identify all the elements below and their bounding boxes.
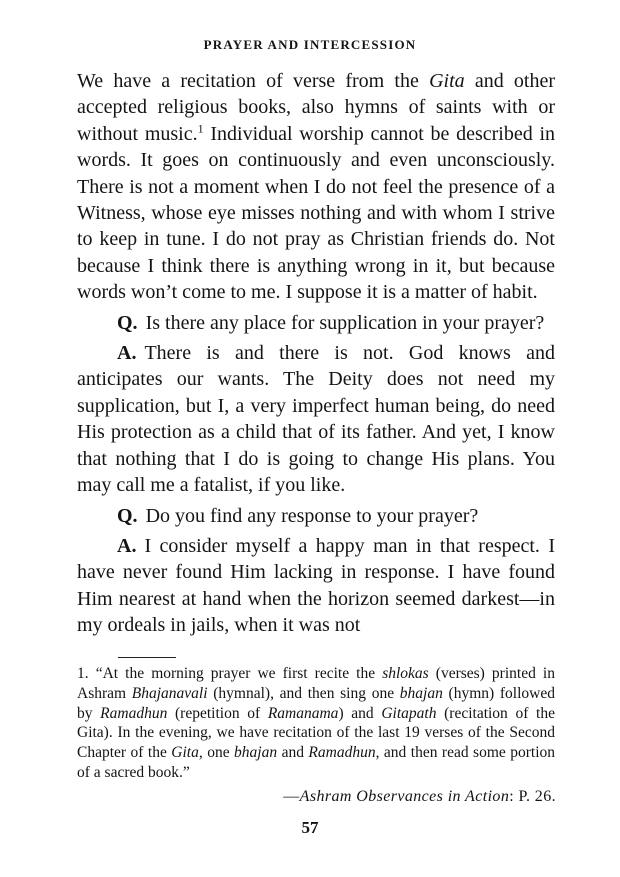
answer-supplication (77, 340, 555, 498)
text-run: (recitation of the Gita). In the evening, we have recitation of the last 19 verses of the Second Chapter of the (77, 704, 555, 762)
italic-term: bhajan (234, 744, 278, 762)
citation-dash: — (283, 788, 300, 805)
answer-response (77, 533, 555, 639)
citation-page: : P. 26. (509, 788, 556, 805)
text-run: and (277, 744, 309, 762)
page-number: 57 (301, 818, 319, 837)
italic-term: bhajan (399, 684, 443, 702)
italic-term: Gitapath (381, 704, 437, 722)
text-run: (hymnal), and then sing one (207, 684, 400, 702)
text-run: , one (198, 744, 235, 762)
italic-term: Gita (429, 70, 465, 92)
italic-term: shlokas (382, 665, 429, 682)
text-run: (hymn) followed by (77, 684, 555, 722)
question-supplication (77, 310, 555, 336)
answer-text: There is and there is not. God knows and anticipates our wants. The Deity does not need my supplication, but I, a very imperfect human being, do need His protection as a child that of its father. And yet, I know that nothing that I do is going to change His plans. You may call me a fatalist, if you like. (77, 342, 555, 497)
citation-source (283, 788, 556, 806)
footnote-number: 1. (77, 665, 89, 682)
italic-term: Ramadhun (100, 704, 168, 722)
text-run: and other accepted religious books, also hymns of saints with or without music. (77, 70, 555, 145)
italic-term: Bhajanavali (131, 684, 208, 702)
body-text (77, 68, 555, 639)
text-run: We have a recitation of verse from the (77, 70, 430, 92)
italic-term: Ramadhun (308, 744, 376, 762)
running-header: PRAYER AND INTERCESSION (203, 37, 417, 52)
text-run: (verses) printed in Ashram (77, 665, 555, 702)
text-run: Individual worship cannot be described in words. It goes on continuously and even unconsciously. There is not a moment when I do not feel the presence of a Witness, whose eye misses nothing and with whom I strive to keep in tune. I do not pray as Christian friends do. Not because I think there is anything wrong in it, but because words won’t come to me. I suppose it is a matter of habit. (77, 122, 556, 304)
text-run: (repetition of (167, 704, 268, 722)
question-text: Is there any place for supplication in your prayer? (145, 311, 545, 334)
citation-title: Ashram Observances in Action (299, 788, 510, 805)
text-run: “At the morning prayer we first recite the (88, 665, 383, 682)
italic-term: Gita (171, 744, 199, 762)
text-run: ) and (338, 704, 382, 722)
question-text: Do you find any response to your prayer? (145, 504, 479, 527)
text-run: , and then read some portion of a sacred book.” (77, 744, 555, 781)
question-response (77, 503, 555, 529)
footnote-divider (118, 657, 176, 658)
answer-label: A. (117, 534, 137, 557)
footnote-marker: 1 (197, 121, 204, 136)
question-label: Q. (117, 504, 138, 527)
footnote (77, 664, 555, 783)
answer-label: A. (117, 342, 137, 365)
answer-text: I consider myself a happy man in that respect. I have never found Him lacking in response. I have found Him nearest at hand when the horizon seemed darkest—in my ordeals in jails, when it was not (77, 534, 555, 637)
paragraph-worship (77, 68, 555, 306)
italic-term: Ramanama (267, 704, 339, 722)
question-label: Q. (117, 311, 138, 334)
